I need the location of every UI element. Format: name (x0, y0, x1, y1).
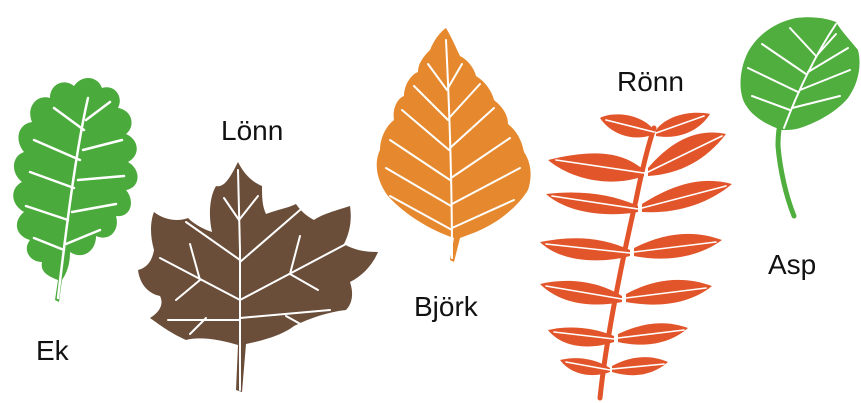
oak-leaf-icon (13, 78, 137, 302)
leaf-label-ek: Ek (36, 335, 69, 366)
leaf-label-asp: Asp (768, 249, 817, 280)
maple-leaf-icon (138, 162, 378, 392)
aspen-leaf-icon (741, 17, 860, 216)
leaf-label-lonn: Lönn (221, 115, 284, 146)
rowan-leaf-icon (540, 113, 732, 398)
leaf-label-bjork: Björk (414, 291, 478, 322)
birch-leaf-icon (377, 28, 531, 262)
leaf-label-ronn: Rönn (617, 66, 684, 97)
